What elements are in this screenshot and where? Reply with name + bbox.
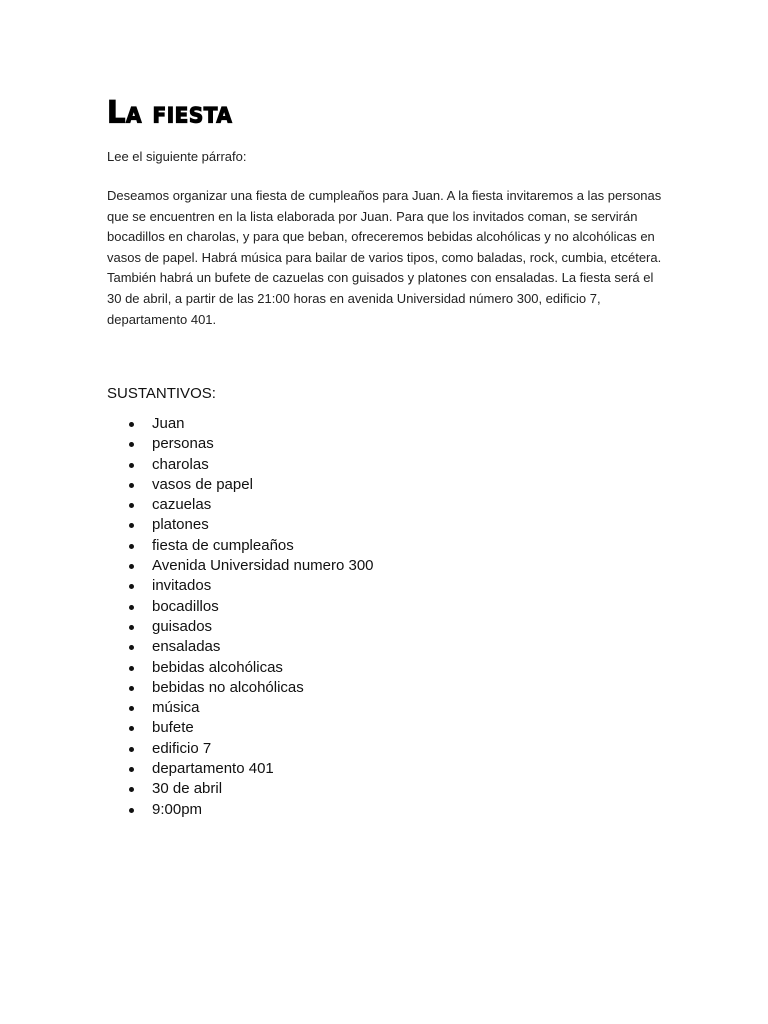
list-item-text: 9:00pm [152,800,203,818]
page-title: La fiesta [107,94,233,130]
bullet-icon [129,808,134,813]
bullet-icon [129,523,134,528]
list-item [107,536,374,556]
list-item [107,698,374,718]
list-item-text: personas [152,435,214,453]
list-item [107,637,374,657]
reading-paragraph: Deseamos organizar una fiesta de cumpleaños para Juan. A la fiesta invitaremos a las personas que se encuentren en la lista elaborada por Juan. Para que los invitados coman, se servirán bocadillos en charolas, y para que beban, ofreceremos bebidas alcohólicas y no alcohólicas en vasos de papel. Habrá música para bailar de varios tipos, como baladas, rock, cumbia, etcétera. También habrá un bufete de cazuelas con guisados y platones con ensaladas. La fiesta será el 30 de abril, a partir de las 21:00 horas en avenida Universidad número 300, edificio 7, departamento 401. [107,188,662,327]
bullet-icon [129,442,134,447]
list-item [107,434,374,454]
list-item [107,556,374,576]
list-item-text: edificio 7 [152,739,212,757]
bullet-icon [129,483,134,488]
bullet-icon [129,747,134,752]
bullet-icon [129,787,134,792]
list-item [107,718,374,738]
list-item-text: música [152,699,200,717]
list-item [107,515,374,535]
list-item-text: bebidas no alcohólicas [152,678,304,696]
list-item-text: 30 de abril [152,780,223,798]
nouns-list [107,414,374,820]
bullet-icon [129,605,134,610]
bullet-icon [129,645,134,650]
list-item-text: guisados [152,617,213,635]
list-item [107,779,374,799]
list-item [107,739,374,759]
bullet-icon [129,503,134,508]
list-item [107,414,374,434]
bullet-icon [129,544,134,549]
bullet-icon [129,463,134,468]
list-item-text: Avenida Universidad numero 300 [152,557,374,575]
list-item-text: fiesta de cumpleaños [152,536,294,554]
bullet-icon [129,706,134,711]
bullet-icon [129,666,134,671]
list-item-text: invitados [152,577,212,595]
list-item [107,617,374,637]
list-item-text: platones [152,516,209,534]
nouns-heading: SUSTANTIVOS: [107,385,216,402]
bullet-icon [129,422,134,427]
list-item [107,800,374,820]
list-item [107,576,374,596]
bullet-icon [129,767,134,772]
list-item [107,475,374,495]
list-item-text: Juan [152,415,185,432]
bullet-icon [129,584,134,589]
list-item-text: bocadillos [152,597,219,615]
list-item-text: vasos de papel [152,475,253,493]
bullet-icon [129,625,134,630]
list-item [107,597,374,617]
bullet-icon [129,564,134,569]
list-item-text: departamento 401 [152,760,274,778]
list-item [107,678,374,698]
instruction-text: Lee el siguiente párrafo: [107,149,247,164]
list-item [107,759,374,779]
list-item-text: bebidas alcohólicas [152,658,283,676]
bullet-icon [129,686,134,691]
list-item-text: cazuelas [152,496,212,514]
list-item-text: bufete [152,719,194,737]
list-item [107,455,374,475]
list-item-text: ensaladas [152,638,221,656]
list-item-text: charolas [152,455,209,473]
list-item [107,495,374,515]
list-item [107,658,374,678]
bullet-icon [129,726,134,731]
